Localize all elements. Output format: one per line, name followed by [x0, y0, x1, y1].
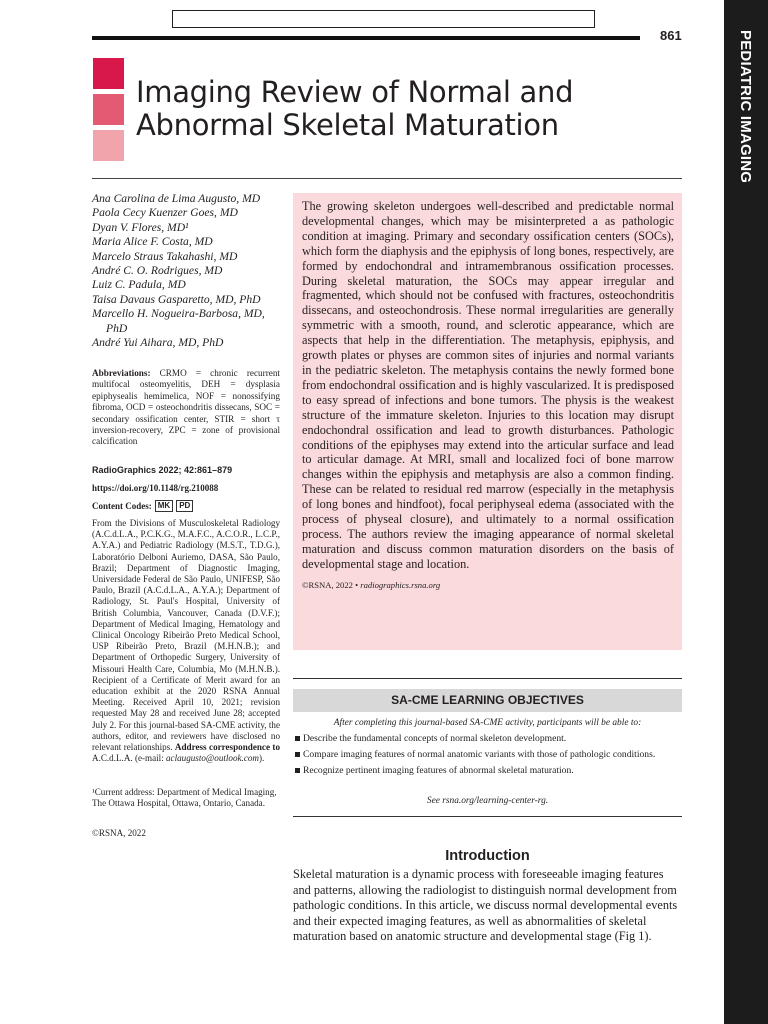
- content-code-pd: PD: [176, 500, 193, 512]
- section-side-band: [724, 0, 768, 1024]
- title-line-1: Imaging Review of Normal and: [136, 75, 574, 109]
- author: Ana Carolina de Lima Augusto, MD: [92, 192, 261, 205]
- accent-square-dark: [93, 58, 124, 89]
- introduction-text: Skeletal maturation is a dynamic process with foreseeable imaging features and patterns, allowing the radiologist to distinguish normal development from pathologic conditions. In this article, we discuss normal developmental events and their expected imaging features, as well as abnormalities of skeletal maturation based on anatomic structure and developmental stage (Fig 1).: [293, 867, 678, 944]
- abbreviations-text: CRMO = chronic recurrent multifocal osteomyelitis, DEH = dysplasia epiphysealis hemimelica, NOF = nonossifying fibroma, OCD = osteochondritis dissecans, SOC = secondary ossification center, STIR = short τ inversion-recovery, ZPC = zone of provisional calcification: [92, 368, 280, 447]
- content-codes-label: Content Codes:: [92, 501, 152, 511]
- objective-text: Compare imaging features of normal anatomic variants with those of pathologic conditions.: [303, 749, 656, 760]
- correspondence-end: ).: [258, 753, 265, 764]
- objectives-heading: SA-CME LEARNING OBJECTIVES: [293, 689, 682, 712]
- content-codes: [92, 500, 193, 512]
- objectives-see-link[interactable]: See rsna.org/learning-center-rg.: [426, 796, 549, 806]
- objective-item: [295, 765, 680, 777]
- abstract-box: [293, 193, 682, 650]
- correspondence-text: A.C.d.L.A. (e-mail:: [92, 753, 166, 764]
- author-list: [92, 192, 282, 350]
- affiliations-text: From the Divisions of Musculoskeletal Radiology (A.C.d.L.A., P.C.K.G., M.A.F.C., A.C.O.R., L.C.P., A.Y.A.) and Pediatric Radiology (M.S.T., T.D.G.), Laboratório Delboni Auriemo, DASA, São Paulo, Brazil; Department of Diagnostic Imaging, Universidade Federal de São Paulo, UNIFESP, São Paulo, Brazil (A.C.d.L.A., A.Y.A.); Department of Radiology, St. Paul's Hospital, University of British Columbia, Vancouver, Canada (D.V.F.); Department of Medical Imaging, Hematology and Clinical Oncology Ribeirão Preto Medical School, USP Ribeirão Preto, Brazil (M.H.N.B.); and Department of Orthopedic Surgery, University of Missouri Health Care, Columbia, Mo (M.H.N.B.). Recipient of a Certificate of Merit award for an education exhibit at the 2020 RSNA Annual Meeting. Received April 10, 2021; revision requested May 28 and received June 28; accepted July 2. For this journal-based SA-CME activity, the authors, editor, and reviewers have disclosed no relevant relationships.: [92, 518, 280, 753]
- accent-square-light: [93, 130, 124, 161]
- author: Luiz C. Padula, MD: [92, 278, 186, 292]
- accent-square-mid: [93, 94, 124, 125]
- objective-text: Describe the fundamental concepts of normal skeleton development.: [303, 733, 567, 744]
- affiliations: [92, 518, 280, 764]
- bullet-square-icon: [295, 736, 300, 741]
- bullet-square-icon: [295, 768, 300, 773]
- section-label: PEDIATRIC IMAGING: [737, 30, 754, 184]
- title-line-2: Abnormal Skeletal Maturation: [136, 108, 559, 142]
- author: André Yui Aihara, MD, PhD: [92, 336, 224, 350]
- objective-item: [295, 749, 680, 761]
- author: Dyan V. Flores, MD¹: [92, 220, 189, 234]
- author: Marcelo Straus Takahashi, MD: [92, 249, 238, 263]
- footnote-current-address: ¹Current address: Department of Medical Imaging, The Ottawa Hospital, Ottawa, Ontario, Canada.: [92, 787, 277, 809]
- objectives-list: [295, 733, 680, 781]
- abbreviations: [92, 368, 280, 448]
- author-continuation: PhD: [106, 321, 128, 335]
- correspondence-label: Address correspondence to: [174, 742, 281, 753]
- journal-citation: RadioGraphics 2022; 42:861–879: [92, 465, 233, 475]
- author: Taisa Davaus Gasparetto, MD, PhD: [92, 292, 261, 306]
- introduction-heading: Introduction: [445, 848, 530, 864]
- author: Marcello H. Nogueira-Barbosa, MD,: [92, 307, 265, 321]
- title-rule: [92, 178, 682, 179]
- objectives-intro: After completing this journal-based SA-CME activity, participants will be able to:: [333, 718, 642, 728]
- abstract-copyright-text: ©RSNA, 2022 •: [302, 579, 361, 590]
- article-title: [136, 76, 696, 142]
- objectives-bottom-rule: [293, 816, 682, 817]
- author: André C. O. Rodrigues, MD: [92, 264, 223, 278]
- author: Paola Cecy Kuenzer Goes, MD: [92, 206, 238, 220]
- abstract-copyright: [302, 578, 674, 593]
- doi-link[interactable]: https://doi.org/10.1148/rg.210088: [92, 483, 219, 493]
- abbreviations-label: Abbreviations:: [92, 368, 151, 378]
- header-rule: [92, 36, 640, 40]
- content-code-mk: MK: [155, 500, 173, 512]
- objectives-top-rule: [293, 678, 682, 679]
- correspondence-email[interactable]: aclaugusto@outlook.com: [166, 753, 259, 764]
- abstract-site-link[interactable]: radiographics.rsna.org: [360, 579, 441, 590]
- bullet-square-icon: [295, 752, 300, 757]
- copyright-left: ©RSNA, 2022: [92, 828, 146, 838]
- objective-text: Recognize pertinent imaging features of abnormal skeletal maturation.: [303, 765, 574, 776]
- header-empty-box: [172, 10, 595, 28]
- author: Maria Alice F. Costa, MD: [92, 235, 213, 249]
- page-number: 861: [660, 28, 682, 43]
- objective-item: [295, 733, 680, 745]
- abstract-text: The growing skeleton undergoes well-described and predictable normal developmental changes, which may be misinterpreted a as pathologic condition at imaging. Primary and secondary ossification centers (SOCs), which form the diaphysis and the epiphysis of long bones, respectively, are formed by endochondral and intramembranous ossification processes. During skeletal maturation, the SOCs may appear irregular and fragmented, which should not be confused with fractures, osteochondritis dissecans, and osteochondrosis. These normal irregularities are generally symmetric with a smooth, round, and sclerotic appearance, which are aspects that help in the differentiation. The metaphysis, epiphysis, and growth plates or physes are common sites of injuries and normal variants in the pediatric skeleton. The metaphysis contains the newly formed bone from endochondral ossification and is highly vascularized. It is predisposed to easy spread of infections and bone tumors. The physis is the weakest structure of the immature skeleton. Injuries to this location may disrupt endochondral ossification and lead to growth disturbances. Pathologic conditions of the epiphyses may extend into the articular surface and lead to articular damage. At MRI, small and localized foci of bone marrow changes within the epiphysis and metaphysis are also a common finding. These can be related to residual red marrow (especially in the metaphysis of long bones and hindfoot), focal periphyseal edema (associated with the process of physeal closure), and ultimately to a normal ossification process. The authors review the imaging appearance of normal skeletal maturation and discuss common maturation disorders on the basis of developmental stage and location.: [302, 199, 674, 571]
